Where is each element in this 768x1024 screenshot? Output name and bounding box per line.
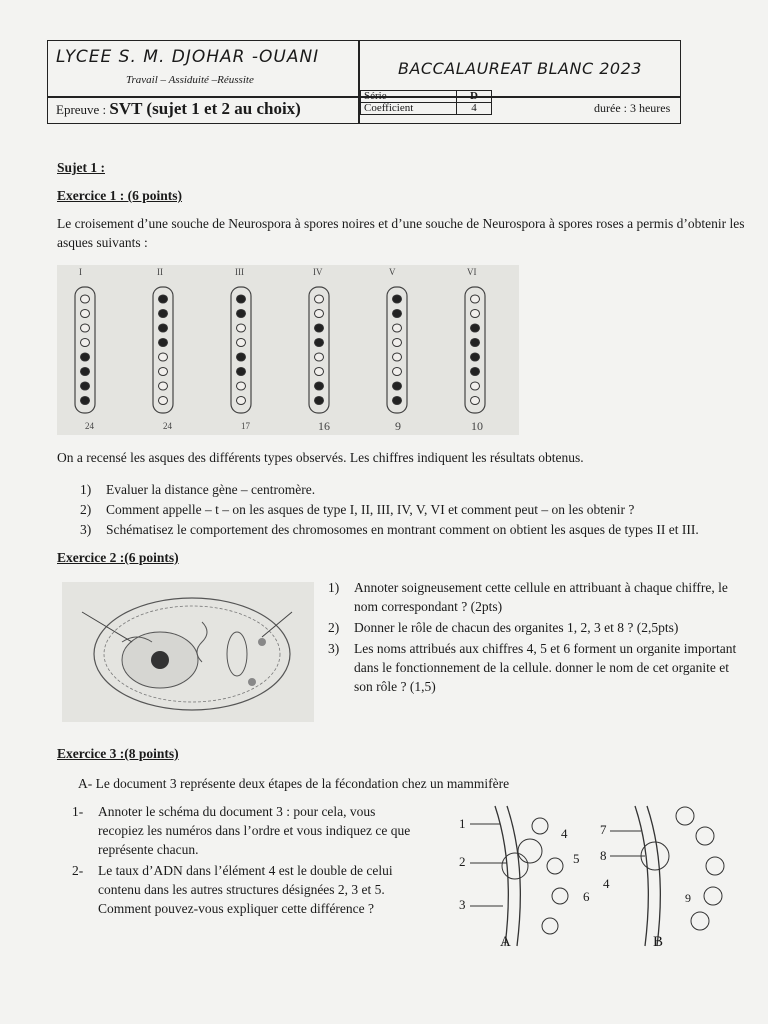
duration: durée : 3 heures [594,101,671,115]
ascus-type-label: I [79,267,82,277]
black-spore [393,397,402,405]
pink-spore [159,368,168,376]
ascus-type-label: V [389,267,396,277]
figure-label: 7 [600,822,607,837]
pink-spore [237,397,246,405]
ascus-type-label: VI [467,267,477,277]
ex3-questions [72,802,422,918]
black-spore [81,397,90,405]
panel-label-a: A [500,934,511,950]
black-spore [471,353,480,361]
black-spore [393,382,402,390]
black-spore [471,368,480,376]
list-item: 2) Donner le rôle de chacun des organites 1, 2, 3 et 8 ? (2,5pts) [328,620,679,635]
ascus-count: 9 [395,419,401,433]
pink-spore [81,339,90,347]
ascus-outline [75,287,95,413]
pink-spore [237,382,246,390]
pink-spore [471,295,480,303]
pink-spore [237,324,246,332]
list-item: 3) Schématisez le comportement des chromosomes en montrant comment on obtient les asques de types II et III. [80,522,699,537]
ascus-count: 24 [163,421,172,431]
list-item: 2) Comment appelle – t – on les asques de type I, II, III, IV, V, VI et comment peut – on les obtenir ? [80,502,635,517]
pink-spore [471,397,480,405]
asci-drawing [57,265,519,435]
pink-spore [393,368,402,376]
fertilization-drawing [455,796,745,956]
ex1-summary: On a recensé les asques des différents types observés. Les chiffres indiquent les résultats obtenus. [57,450,584,465]
coef-value: 4 [457,103,492,115]
list-item: 1- Annoter le schéma du document 3 : pour cela, vous recopiez les numéros dans l’ordre et vous indiquez ce que représente chacun. [72,804,411,857]
pink-spore [471,382,480,390]
ascus-outline [231,287,251,413]
ascus-count: 24 [85,421,94,431]
school-motto: Travail – Assiduité –Réussite [126,74,254,86]
black-spore [315,382,324,390]
black-spore [237,353,246,361]
ex1-questions [80,480,760,539]
figure-label: 4 [603,876,610,891]
black-spore [393,295,402,303]
list-item: 3) Les noms attribués aux chiffres 4, 5 et 6 forment un organite important dans le fonctionnement de la cellule. donner le nom de cet organite et son rôle ? (1,5) [328,641,737,694]
figure-label: 5 [573,851,580,866]
black-spore [471,339,480,347]
ex1-title: Exercice 1 : (6 points) [57,188,182,203]
black-spore [81,353,90,361]
black-spore [159,339,168,347]
ascus-outline [465,287,485,413]
list-item: 2- Le taux d’ADN dans l’élément 4 est le double de celui contenu dans les autres structures désignées 2, 3 et 5. Comment pouvez-vous expliquer cette différence ? [72,863,393,916]
serie-table [360,90,492,115]
ascus-type-label: II [157,267,163,277]
black-spore [237,310,246,318]
ascus-count: 16 [318,419,330,433]
epreuve-label: Epreuve : [56,102,107,117]
black-spore [393,310,402,318]
black-spore [81,368,90,376]
pink-spore [159,397,168,405]
fertilization-figure [455,796,745,956]
ex3-title: Exercice 3 :(8 points) [57,746,179,761]
exam-header [47,40,681,124]
serie-label: Série [361,91,457,103]
figure-label: 1 [459,816,466,831]
sujet-title: Sujet 1 : [57,160,105,175]
figure-label: 2 [459,854,466,869]
figure-label: 9 [685,891,691,905]
black-spore [315,339,324,347]
ex2-title: Exercice 2 :(6 points) [57,550,179,565]
ascus-outline [387,287,407,413]
black-spore [237,295,246,303]
pink-spore [237,339,246,347]
black-spore [159,324,168,332]
ex1-intro: Le croisement d’une souche de Neurospora à spores noires et d’une souche de Neurospora à spores roses a permis d’obtenir les asques suivants : [57,216,745,250]
list-item: 1) Annoter soigneusement cette cellule en attribuant à chaque chiffre, le nom correspondant ? (2pts) [328,580,728,614]
pink-spore [393,339,402,347]
epreuve [56,99,301,119]
black-spore [159,310,168,318]
pink-spore [81,295,90,303]
black-spore [471,324,480,332]
black-spore [81,382,90,390]
panel-label-b: B [653,934,664,950]
pink-spore [315,310,324,318]
black-spore [159,295,168,303]
pink-spore [315,368,324,376]
epreuve-subject: SVT (sujet 1 et 2 au choix) [109,99,301,118]
asci-figure [57,265,519,435]
coef-label: Coefficient [361,103,457,115]
pink-spore [81,324,90,332]
black-spore [315,324,324,332]
figure-label: 4 [561,826,568,841]
black-spore [237,368,246,376]
serie-value: D [457,91,492,103]
ex2-questions [328,578,748,696]
ascus-outline [153,287,173,413]
ascus-outline [309,287,329,413]
ascus-count: 17 [241,421,250,431]
pink-spore [159,382,168,390]
ex3-part-a: A- Le document 3 représente deux étapes de la fécondation chez un mammifère [78,776,510,791]
pink-spore [393,353,402,361]
pink-spore [159,353,168,361]
figure-label: 3 [459,897,466,912]
ascus-count: 10 [471,419,483,433]
cell-figure [62,582,314,722]
ascus-type-label: IV [313,267,323,277]
figure-label: 8 [600,848,607,863]
list-item: 1) Evaluer la distance gène – centromère. [80,482,316,497]
pink-spore [393,324,402,332]
ascus-type-label: III [235,267,244,277]
cell-drawing [62,582,314,722]
black-spore [315,397,324,405]
pink-spore [81,310,90,318]
pink-spore [315,295,324,303]
exam-title: BACCALAUREAT BLANC 2023 [398,59,642,78]
pink-spore [471,310,480,318]
figure-label: 6 [583,889,590,904]
pink-spore [315,353,324,361]
school-name: LYCEE S. M. DJOHAR -OUANI [56,47,320,67]
